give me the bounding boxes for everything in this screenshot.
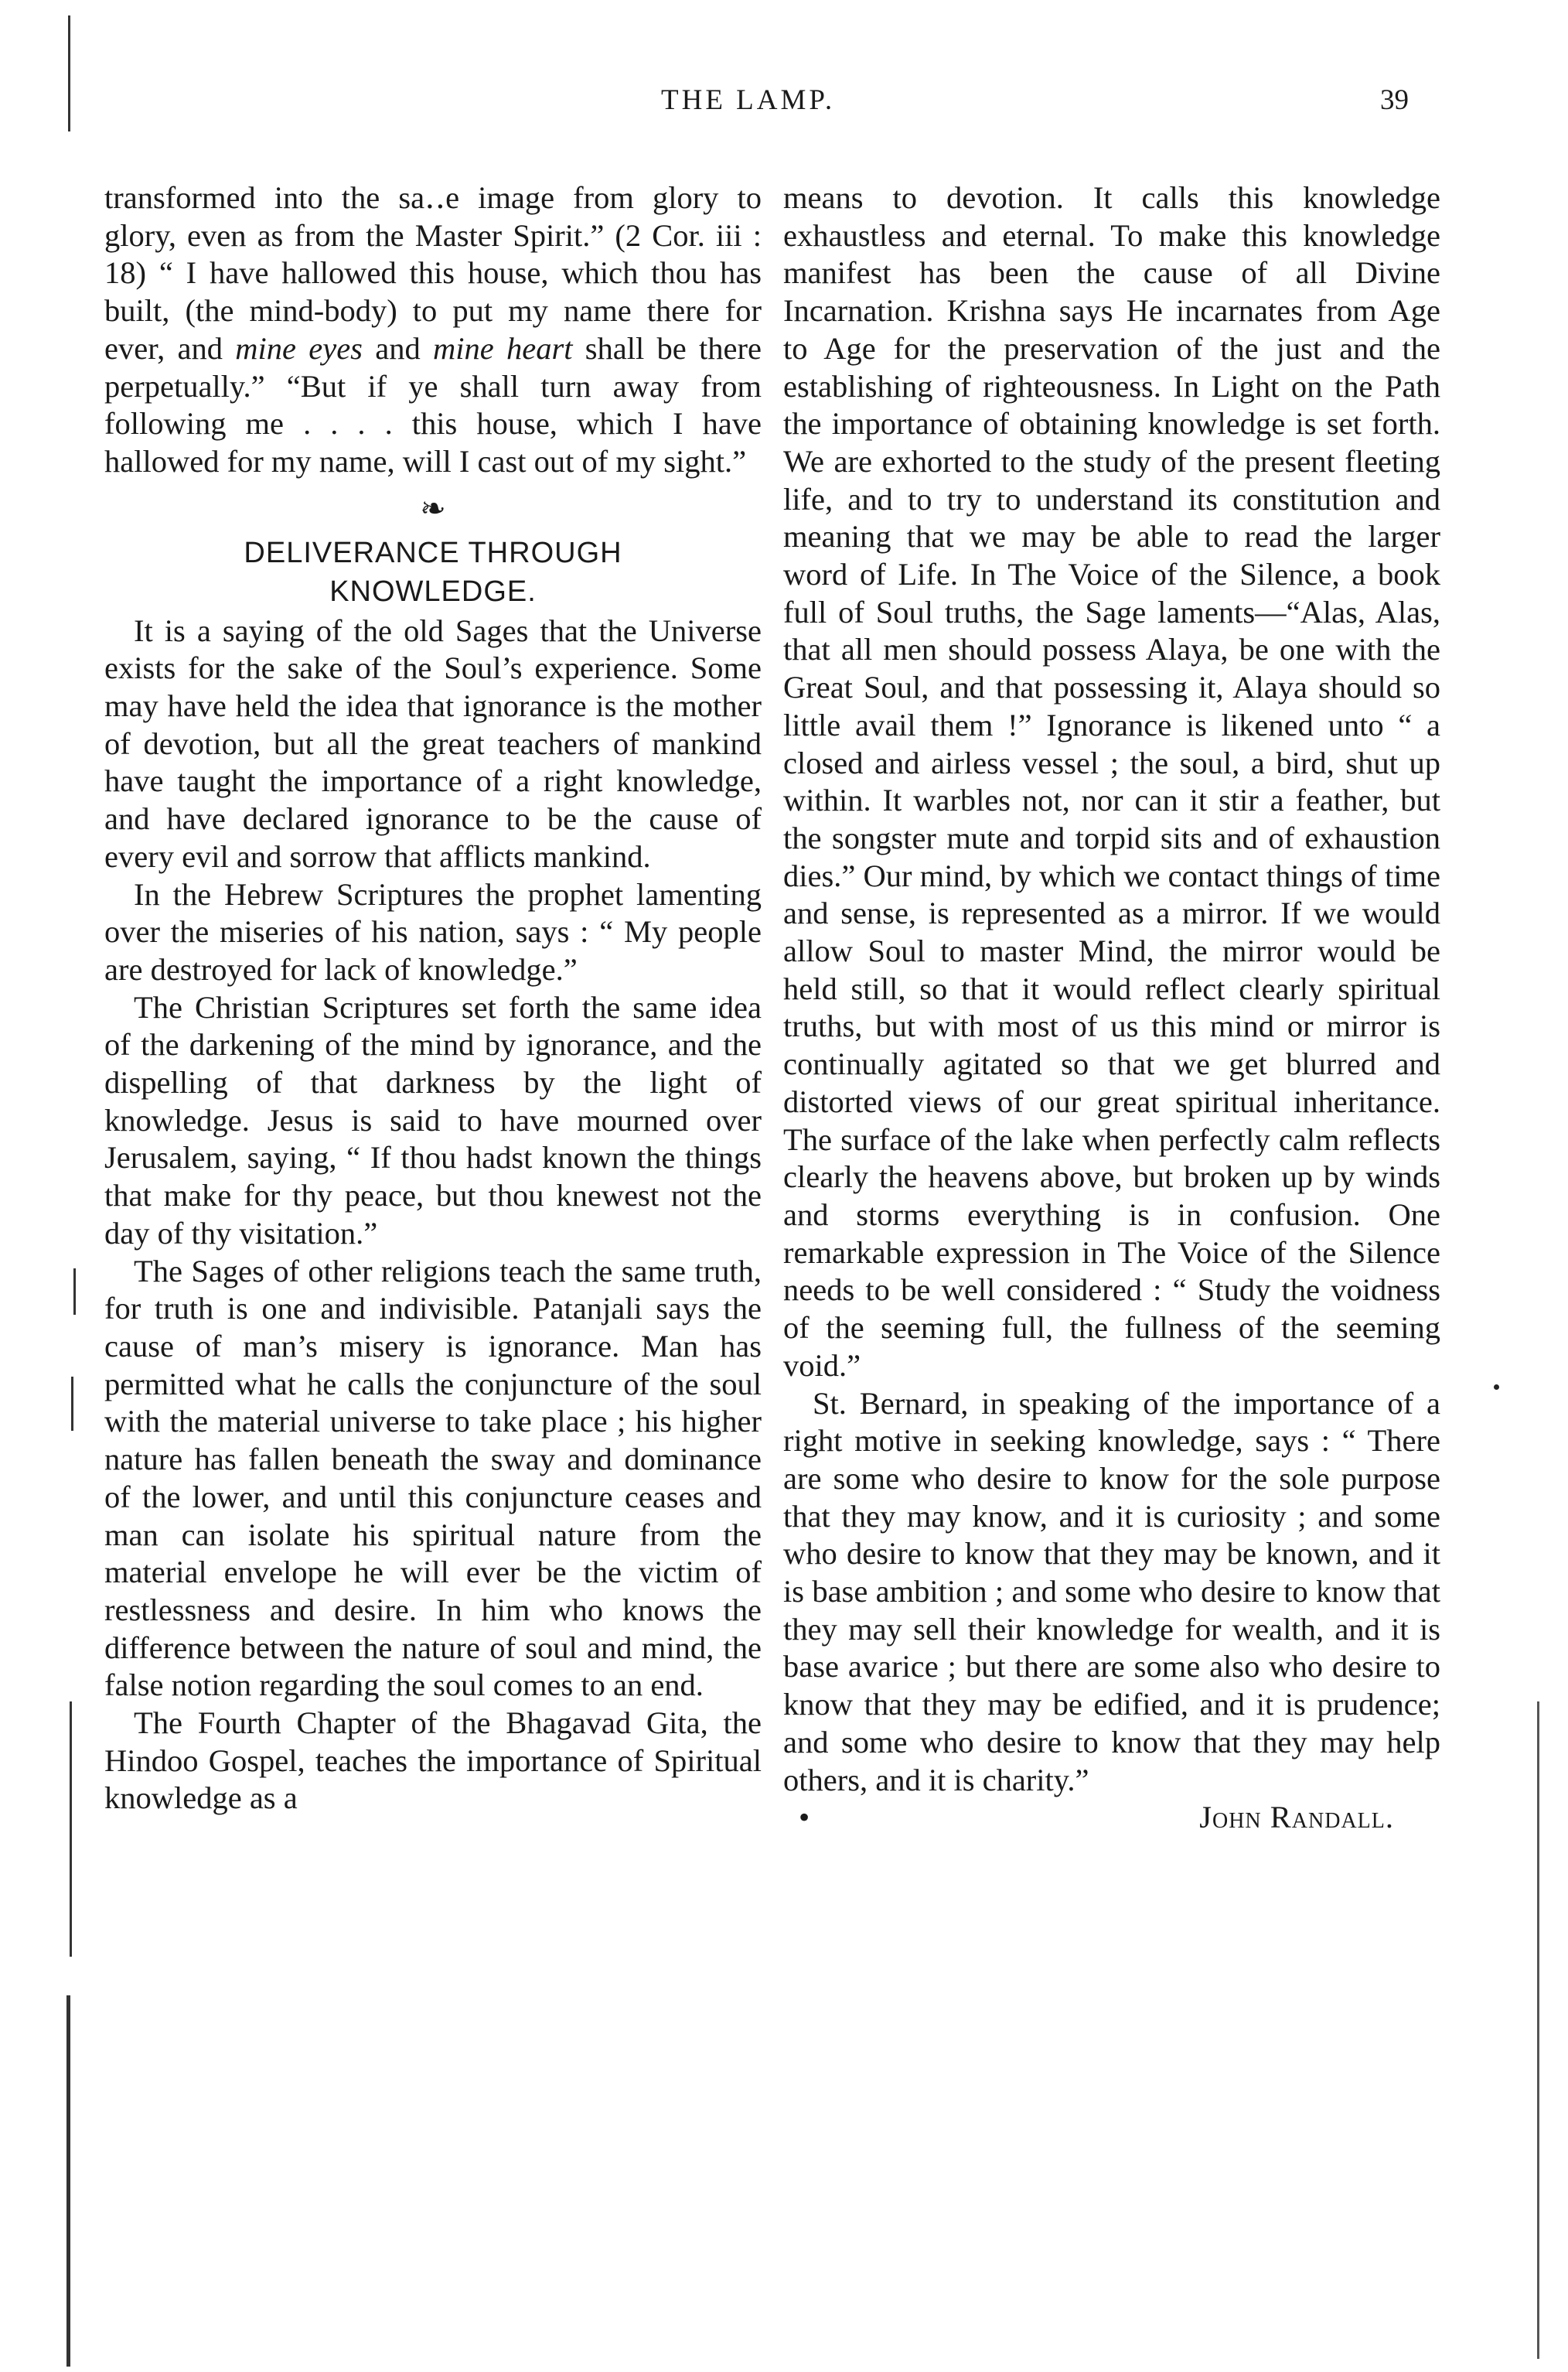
emphasis-mine-heart: mine heart — [432, 330, 573, 366]
page-header — [0, 84, 1568, 130]
body-paragraph: In the Hebrew Scriptures the prophet lamenting over the miseries of his nation, says : “ My people are destroyed for lack of knowledge.” — [104, 876, 762, 987]
scan-edge-marks — [0, 0, 93, 2372]
section-ornament: ❧ — [420, 490, 446, 526]
running-title: THE LAMP. — [661, 84, 836, 116]
scan-speck — [1494, 1384, 1499, 1390]
page-number: 39 — [1380, 84, 1409, 116]
article-heading: DELIVERANCE THROUGH KNOWLEDGE. — [244, 536, 622, 608]
right-column — [783, 179, 1440, 1837]
author-signature — [783, 1799, 1440, 1837]
left-column — [104, 179, 762, 1817]
body-paragraph: St. Bernard, in speaking of the importance of a right motive in seeking knowledge, says : “ There are some who desire to know for the sole purpose that they may know, and it is curiosity ; and some who desire to know that they may be known, and it is base ambition ; and some who desire to know that they may sell their knowledge for wealth, and it is base avarice ; but there are some also who desire to know that they may be edified, and it is prudence; and some who desire to know that they may help others, and it is charity.” — [783, 1385, 1440, 1797]
body-paragraph: means to devotion. It calls this knowledge exhaustless and eternal. To make this knowledge manifest has been the cause of all Divine Incarnation. Krishna says He incarnates from Age to Age for the preservation of the just and the establishing of righteousness. In Light on the Path the importance of obtaining knowledge is set forth. We are exhorted to the study of the present fleeting life, and to try to understand its constitution and meaning that we may be able to read the larger word of Life. In The Voice of the Silence, a book full of Soul truths, the Sage laments—“Alas, Alas, that all men should possess Alaya, be one with the Great Soul, and that possessing it, Alaya should so little avail them !” Ignorance is likened unto “ a closed and airless vessel ; the soul, a bird, shut up within. It warbles not, nor can it stir a feather, but the songster mute and torpid sits and of exhaustion dies.” Our mind, by which we contact things of time and sense, is represented as a mirror. If we would allow Soul to master Mind, the mirror would be held still, so that it would reflect clearly spiritual truths, but with most of us this mind or mirror is continually agitated so that we get blurred and distorted views of our great spiritual inheritance. The surface of the lake when perfectly calm reflects clearly the heavens above, but broken up by winds and storms everything is in confusion. One remarkable expression in The Voice of the Silence needs to be well considered : “ Study the voidness of the seeming full, the fullness of the seeming void.” — [783, 180, 1440, 1383]
continuation-paragraph: transformed into the sa‥e image from glory to glory, even as from the Master Spirit.” (2 Cor. iii : 18) “ I have hallowed this house, which thou has built, (the mind-body) to put my name there for ever, and mine eyes and mine heart shall be there perpetually.” “But if ye shall turn away from following me . . . . this house, which I have hallowed for my name, will I cast out of my sight.” — [104, 180, 762, 479]
body-paragraph: The Fourth Chapter of the Bhagavad Gita, the Hindoo Gospel, teaches the importance of Spiritual knowledge as a — [104, 1705, 762, 1816]
body-paragraph: The Christian Scriptures set forth the same idea of the darkening of the mind by ignorance, and the dispelling of that darkness by the light of knowledge. Jesus is said to have mourned over Jerusalem, saying, “ If thou hadst known the things that make for thy peace, but thou knewest not the day of thy visitation.” — [104, 989, 762, 1251]
body-paragraph: The Sages of other religions teach the same truth, for truth is one and indivisible. Patanjali says the cause of man’s misery is ignorance. Man has permitted what he calls the conjuncture of the soul with the material universe to take place ; his higher nature has fallen beneath the sway and dominance of the lower, and until this conjuncture ceases and man can isolate his spiritual nature from the material envelope he will ever be the victim of restlessness and desire. In him who knows the difference between the nature of soul and mind, the false notion regarding the soul comes to an end. — [104, 1253, 762, 1703]
signature-bullet: • — [799, 1800, 811, 1835]
author-name: John Randall. — [1199, 1800, 1394, 1835]
body-paragraph: It is a saying of the old Sages that the Universe exists for the sake of the Soul’s experience. Some may have held the idea that ignorance is the mother of devotion, but all the great teachers of mankind have taught the importance of a right knowledge, and have declared ignorance to be the cause of every evil and sorrow that afflicts mankind. — [104, 613, 762, 874]
scan-right-edge-line — [1537, 1701, 1539, 2359]
emphasis-mine-eyes: mine eyes — [235, 330, 363, 366]
